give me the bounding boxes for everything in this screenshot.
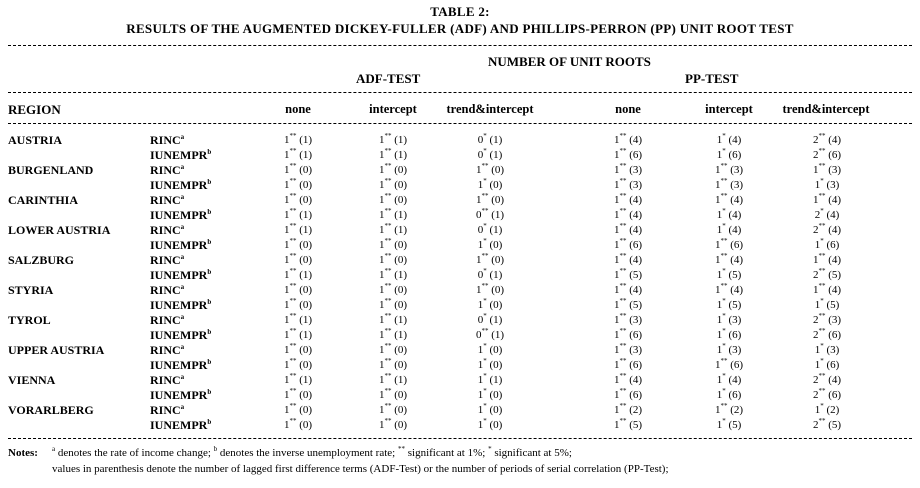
table-cell: 1** (4) <box>812 192 842 206</box>
variable-label: IUNEMPR$^b$ <box>150 208 212 222</box>
column-header: intercept <box>369 102 417 116</box>
table-cell: 1* (0) <box>477 402 503 416</box>
table-cell: 1** (0) <box>283 387 313 401</box>
table-cell: 0* (1) <box>477 147 503 161</box>
table-cell: 2* (4) <box>814 207 840 221</box>
region-name: TYROL <box>8 313 51 327</box>
table-cell: 1** (0) <box>378 342 408 356</box>
table-cell: 1* (0) <box>477 387 503 401</box>
table-cell: 1** (1) <box>283 207 313 221</box>
table-cell: 1* (6) <box>716 387 742 401</box>
variable-label: IUNEMPR$^b$ <box>150 178 212 192</box>
table-cell: 1** (4) <box>613 222 643 236</box>
table-cell: 1** (0) <box>475 162 505 176</box>
table-cell: 1** (1) <box>378 222 408 236</box>
table-cell: 1** (1) <box>378 372 408 386</box>
table-cell: 1** (4) <box>812 282 842 296</box>
table-cell: 1** (1) <box>378 267 408 281</box>
table-cell: 1* (1) <box>477 372 503 386</box>
table-cell: 1** (3) <box>613 342 643 356</box>
table-cell: 0* (1) <box>477 267 503 281</box>
variable-label: RINC$^a$ <box>150 373 185 387</box>
table-cell: 1** (4) <box>613 282 643 296</box>
table-cell: 2** (5) <box>812 417 842 431</box>
table-cell: 1** (0) <box>283 282 313 296</box>
table-cell: 1** (0) <box>378 177 408 191</box>
table-cell: 1** (3) <box>714 162 744 176</box>
table-cell: 1** (0) <box>475 192 505 206</box>
table-cell: 0** (1) <box>475 327 505 341</box>
notes-line-1: $^a$ denotes the rate of income change; $^b$ denotes the inverse unemployment rate; ** significant at 1%; * significant at 5%; <box>52 445 572 459</box>
table-cell: 1* (4) <box>716 207 742 221</box>
table-cell: 2** (5) <box>812 267 842 281</box>
variable-label: RINC$^a$ <box>150 163 185 177</box>
table-cell: 2** (4) <box>812 222 842 236</box>
variable-label: RINC$^a$ <box>150 253 185 267</box>
table-cell: 2** (4) <box>812 372 842 386</box>
table-cell: 1* (0) <box>477 417 503 431</box>
region-name: LOWER AUSTRIA <box>8 223 111 237</box>
table-number: TABLE 2: <box>430 4 490 19</box>
table-cell: 1** (3) <box>613 312 643 326</box>
table-cell: 1** (0) <box>378 237 408 251</box>
table-cell: 1* (0) <box>477 357 503 371</box>
table-cell: 1** (6) <box>613 387 643 401</box>
table-cell: 1** (1) <box>378 147 408 161</box>
table-cell: 1** (0) <box>475 252 505 266</box>
table-cell: 1* (5) <box>814 297 840 311</box>
variable-label: IUNEMPR$^b$ <box>150 268 212 282</box>
column-header: none <box>615 102 641 116</box>
table-cell: 1** (0) <box>378 162 408 176</box>
variable-label: IUNEMPR$^b$ <box>150 358 212 372</box>
table-cell: 1* (6) <box>814 237 840 251</box>
table-cell: 1** (5) <box>613 267 643 281</box>
table-cell: 2** (3) <box>812 312 842 326</box>
table-cell: 1* (3) <box>716 342 742 356</box>
table-cell: 1** (1) <box>283 327 313 341</box>
divider-bottom <box>8 438 912 439</box>
region-header: REGION <box>8 102 61 117</box>
table-cell: 1* (6) <box>716 147 742 161</box>
table-cell: 1* (0) <box>477 297 503 311</box>
column-header: none <box>285 102 311 116</box>
table-cell: 1** (0) <box>283 342 313 356</box>
table-cell: 1** (4) <box>812 252 842 266</box>
variable-label: RINC$^a$ <box>150 133 185 147</box>
table-cell: 1** (1) <box>283 147 313 161</box>
table-cell: 1** (0) <box>283 252 313 266</box>
table-cell: 1** (4) <box>714 252 744 266</box>
table-cell: 1** (1) <box>283 372 313 386</box>
table-cell: 2** (4) <box>812 132 842 146</box>
table-cell: 1** (1) <box>283 222 313 236</box>
table-cell: 1* (2) <box>814 402 840 416</box>
variable-label: IUNEMPR$^b$ <box>150 418 212 432</box>
table-cell: 1** (0) <box>283 177 313 191</box>
table-cell: 1** (3) <box>613 162 643 176</box>
table-cell: 1** (1) <box>378 132 408 146</box>
table-cell: 1** (0) <box>283 417 313 431</box>
region-name: BURGENLAND <box>8 163 94 177</box>
table-cell: 1** (0) <box>378 417 408 431</box>
table-cell: 1** (6) <box>714 357 744 371</box>
table-cell: 1** (0) <box>378 387 408 401</box>
table-cell: 1* (3) <box>716 312 742 326</box>
divider-columns <box>8 123 912 124</box>
table-cell: 1* (5) <box>716 267 742 281</box>
table-cell: 1** (0) <box>283 237 313 251</box>
column-header: trend&intercept <box>446 102 534 116</box>
table-cell: 1** (0) <box>283 192 313 206</box>
table-cell: 1** (0) <box>378 192 408 206</box>
region-name: SALZBURG <box>8 253 75 267</box>
table-cell: 1** (6) <box>714 237 744 251</box>
adf-header: ADF-TEST <box>356 71 421 86</box>
table-cell: 0** (1) <box>475 207 505 221</box>
variable-label: IUNEMPR$^b$ <box>150 238 212 252</box>
table-cell: 1** (0) <box>283 297 313 311</box>
table-cell: 1* (5) <box>716 417 742 431</box>
variable-label: RINC$^a$ <box>150 313 185 327</box>
table-cell: 0* (1) <box>477 222 503 236</box>
variable-label: RINC$^a$ <box>150 343 185 357</box>
region-name: CARINTHIA <box>8 193 79 207</box>
variable-label: IUNEMPR$^b$ <box>150 388 212 402</box>
table-cell: 1* (0) <box>477 342 503 356</box>
table-cell: 1* (4) <box>716 132 742 146</box>
table-title: RESULTS OF THE AUGMENTED DICKEY-FULLER (ADF) AND PHILLIPS-PERRON (PP) UNIT ROOT TEST <box>126 21 794 36</box>
table-cell: 1** (0) <box>378 402 408 416</box>
table-cell: 1** (0) <box>283 402 313 416</box>
table-cell: 1** (0) <box>378 252 408 266</box>
table-cell: 1* (3) <box>814 342 840 356</box>
table-cell: 1** (3) <box>714 177 744 191</box>
region-name: AUSTRIA <box>8 133 63 147</box>
table-cell: 1* (0) <box>477 237 503 251</box>
divider-top <box>8 45 912 46</box>
table-cell: 1* (4) <box>716 372 742 386</box>
region-name: VIENNA <box>8 373 56 387</box>
table-cell: 1** (3) <box>613 177 643 191</box>
table-cell: 1** (4) <box>714 282 744 296</box>
region-name: VORARLBERG <box>8 403 94 417</box>
table-cell: 1* (3) <box>814 177 840 191</box>
table-cell: 1** (4) <box>613 252 643 266</box>
table-cell: 1** (6) <box>613 327 643 341</box>
table-cell: 1** (6) <box>613 357 643 371</box>
table-cell: 1** (4) <box>613 132 643 146</box>
table-cell: 1** (2) <box>714 402 744 416</box>
table-cell: 1** (0) <box>378 357 408 371</box>
table-cell: 1** (6) <box>613 147 643 161</box>
table-cell: 1* (6) <box>814 357 840 371</box>
variable-label: IUNEMPR$^b$ <box>150 148 212 162</box>
table-cell: 1** (0) <box>283 162 313 176</box>
variable-label: RINC$^a$ <box>150 193 185 207</box>
table-cell: 1* (5) <box>716 297 742 311</box>
table-cell: 1** (6) <box>613 237 643 251</box>
table-cell: 1** (1) <box>378 327 408 341</box>
table-cell: 1** (0) <box>475 282 505 296</box>
table-cell: 2** (6) <box>812 327 842 341</box>
divider-header <box>8 92 912 93</box>
table-cell: 1** (1) <box>378 312 408 326</box>
table-cell: 1** (4) <box>714 192 744 206</box>
table-cell: 1** (4) <box>613 207 643 221</box>
variable-label: IUNEMPR$^b$ <box>150 298 212 312</box>
table-cell: 1** (3) <box>812 162 842 176</box>
table-cell: 1** (5) <box>613 297 643 311</box>
table-cell: 1* (4) <box>716 222 742 236</box>
region-name: UPPER AUSTRIA <box>8 343 105 357</box>
table-cell: 1** (4) <box>613 192 643 206</box>
table-cell: 1** (0) <box>378 297 408 311</box>
column-header: trend&intercept <box>782 102 870 116</box>
table-cell: 1** (1) <box>283 132 313 146</box>
table-cell: 1** (1) <box>378 207 408 221</box>
variable-label: IUNEMPR$^b$ <box>150 328 212 342</box>
group-header: NUMBER OF UNIT ROOTS <box>488 54 651 69</box>
table-cell: 1** (0) <box>283 357 313 371</box>
table-cell: 0* (1) <box>477 132 503 146</box>
pp-header: PP-TEST <box>685 71 739 86</box>
variable-label: RINC$^a$ <box>150 283 185 297</box>
table-cell: 1* (0) <box>477 177 503 191</box>
variable-label: RINC$^a$ <box>150 403 185 417</box>
table-cell: 2** (6) <box>812 147 842 161</box>
variable-label: RINC$^a$ <box>150 223 185 237</box>
table-cell: 0* (1) <box>477 312 503 326</box>
column-header: intercept <box>705 102 753 116</box>
notes-label: Notes: <box>8 447 38 459</box>
table-cell: 2** (6) <box>812 387 842 401</box>
table-cell: 1** (1) <box>283 312 313 326</box>
table-cell: 1** (0) <box>378 282 408 296</box>
notes-line-2: values in parenthesis denote the number of lagged first difference terms (ADF-Test) or the number of periods of serial correlation (PP-Test); <box>52 463 669 475</box>
region-name: STYRIA <box>8 283 54 297</box>
table-cell: 1** (1) <box>283 267 313 281</box>
table-cell: 1* (6) <box>716 327 742 341</box>
table-cell: 1** (2) <box>613 402 643 416</box>
table-cell: 1** (4) <box>613 372 643 386</box>
table-cell: 1** (5) <box>613 417 643 431</box>
